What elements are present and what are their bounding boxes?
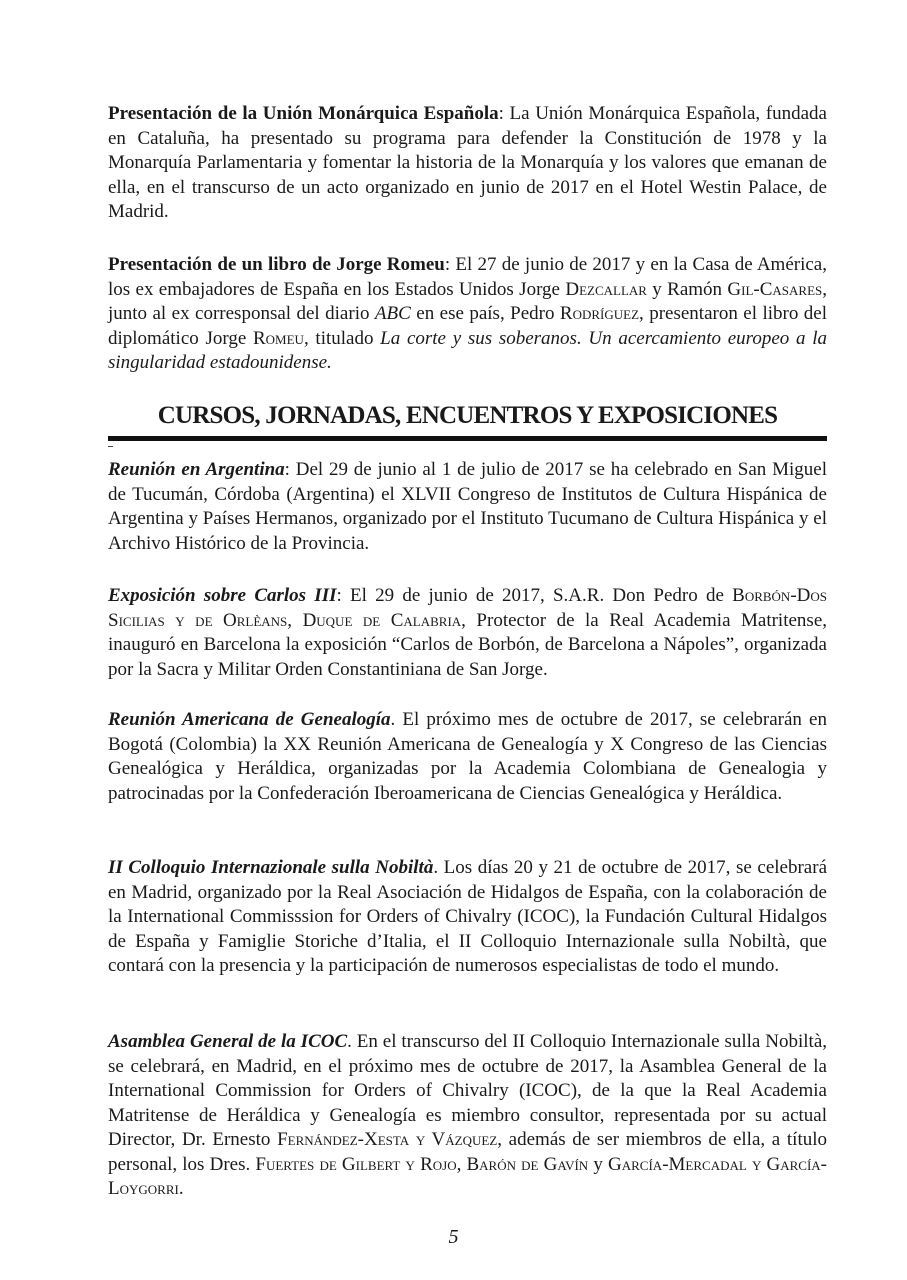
body-text: , Protector de la Real Academia Matritense, inauguró en Barcelona la exposición “Carlos de Borbón, de Barcelona a Nápoles”, organizada por la Sacra y Militar Orden Constantiniana de San Jorge. xyxy=(108,609,828,680)
person-name: Dezcallar xyxy=(565,278,647,300)
rule-artifact xyxy=(108,446,113,447)
person-name: Fuertes de Gilbert y Rojo xyxy=(255,1153,457,1175)
paragraph-union-monarquica xyxy=(108,102,827,225)
paragraph-title: Asamblea General de la ICOC xyxy=(108,1031,348,1052)
body-text: , presentaron el libro del diplomático Jorge xyxy=(108,303,827,349)
paragraph-title: Exposición sobre Carlos III xyxy=(108,585,337,606)
body-text: : Del 29 de junio al 1 de julio de 2017 se ha celebrado en San Miguel de Tucumán, Córdoba (Argentina) el XLVII Congreso de Institutos de Cultura Hispánica de Argentina y Países Hermanos, organizado por el Instituto Tucumano de Cultura Hispánica y el Archivo Histórico de la Provincia. xyxy=(108,459,827,554)
person-name: Barón de Gavín xyxy=(466,1153,589,1175)
person-name: Gil-Casares xyxy=(727,278,823,300)
paragraph-asamblea-icoc xyxy=(108,1030,827,1202)
person-name: Romeu xyxy=(253,327,304,349)
heading-rule xyxy=(108,436,827,441)
body-text: . En el transcurso del II Colloquio Internazionale sulla Nobiltà, se celebrará, en Madrid, en el próximo mes de octubre de 2017, la Asamblea General de la International Commission for Orders of Chivalry (ICOC), de la que la Real Academia Matritense de Heráldica y Genealogía es miembro consultor, representada por su actual Director, Dr. Ernesto xyxy=(108,1031,828,1150)
body-text: , además de ser miembros de ella, a título personal, los Dres. xyxy=(108,1129,828,1175)
paragraph-exposicion-carlos-iii xyxy=(108,584,827,682)
body-text: : La Unión Monárquica Española, fundada en Cataluña, ha presentado su programa para defender la Constitución de 1978 y la Monarquía Parlamentaria y fomentar la historia de la Monarquía y los valores que emanan de ella, en el transcurso de un acto organizado en junio de 2017 en el Hotel Westin Palace, de Madrid. xyxy=(108,103,827,222)
person-name: Borbón-Dos Sicilias y de Orlèans xyxy=(108,585,827,631)
body-text: , xyxy=(456,1153,467,1175)
person-name: García-Mercadal y García-Loygorri xyxy=(108,1153,828,1199)
body-text: , junto al ex corresponsal del diario xyxy=(108,278,827,324)
paragraph-title: Reunión en Argentina xyxy=(108,459,285,480)
person-name: Fernández-Xesta y Vázquez xyxy=(277,1129,498,1150)
body-text: : El 27 de junio de 2017 y en la Casa de América, los ex embajadores de España en los Estados Unidos Jorge xyxy=(108,254,827,300)
body-text: , xyxy=(287,609,303,631)
paragraph-title: II Colloquio Internazionale sulla Nobiltà xyxy=(108,857,434,878)
paragraph-title: Presentación de un libro de Jorge Romeu xyxy=(108,254,445,275)
italic-text: La corte y sus soberanos. Un acercamiento europeo a la singularidad estadounidense. xyxy=(108,327,827,373)
person-name: Rodríguez xyxy=(559,303,640,324)
page-number: 5 xyxy=(448,1226,459,1248)
body-text: y xyxy=(588,1153,609,1175)
body-text: . xyxy=(178,1178,184,1199)
paragraph-title: Presentación de la Unión Monárquica Española xyxy=(108,103,499,124)
italic-text: ABC xyxy=(374,303,411,324)
paragraph-libro-romeu xyxy=(108,253,827,376)
body-text: . El próximo mes de octubre de 2017, se celebrarán en Bogotá (Colombia) la XX Reunión Americana de Genealogía y X Congreso de las Ciencias Genealógica y Heráldica, organizadas por la Academia Colombiana de Genealogia y patrocinadas por la Confederación Iberoamericana de Ciencias Genealógica y Heráldica. xyxy=(108,709,827,804)
body-text: , titulado xyxy=(303,327,381,349)
paragraph-colloquio-nobilta xyxy=(108,856,827,979)
body-text: : El 29 de junio de 2017, S.A.R. Don Pedro de xyxy=(336,585,733,606)
body-text: . Los días 20 y 21 de octubre de 2017, se celebrará en Madrid, organizado por la Real Asociación de Hidalgos de España, con la colaboración de la International Commisssion for Orders of Chivalry (ICOC), la Fundación Cultural Hidalgos de España y Famiglie Storiche d’Italia, el II Colloquio Internazionale sulla Nobiltà, que contará con la presencia y la participación de numerosos especialistas de todo el mundo. xyxy=(108,857,828,976)
paragraph-reunion-genealogia xyxy=(108,708,827,806)
paragraph-reunion-argentina xyxy=(108,458,827,556)
person-name: Duque de Calabria xyxy=(302,609,462,631)
paragraph-title: Reunión Americana de Genealogía xyxy=(108,709,391,730)
section-heading: CURSOS, JORNADAS, ENCUENTROS Y EXPOSICIONES xyxy=(157,402,778,429)
body-text: en ese país, Pedro xyxy=(410,303,560,324)
body-text: y Ramón xyxy=(646,278,728,300)
